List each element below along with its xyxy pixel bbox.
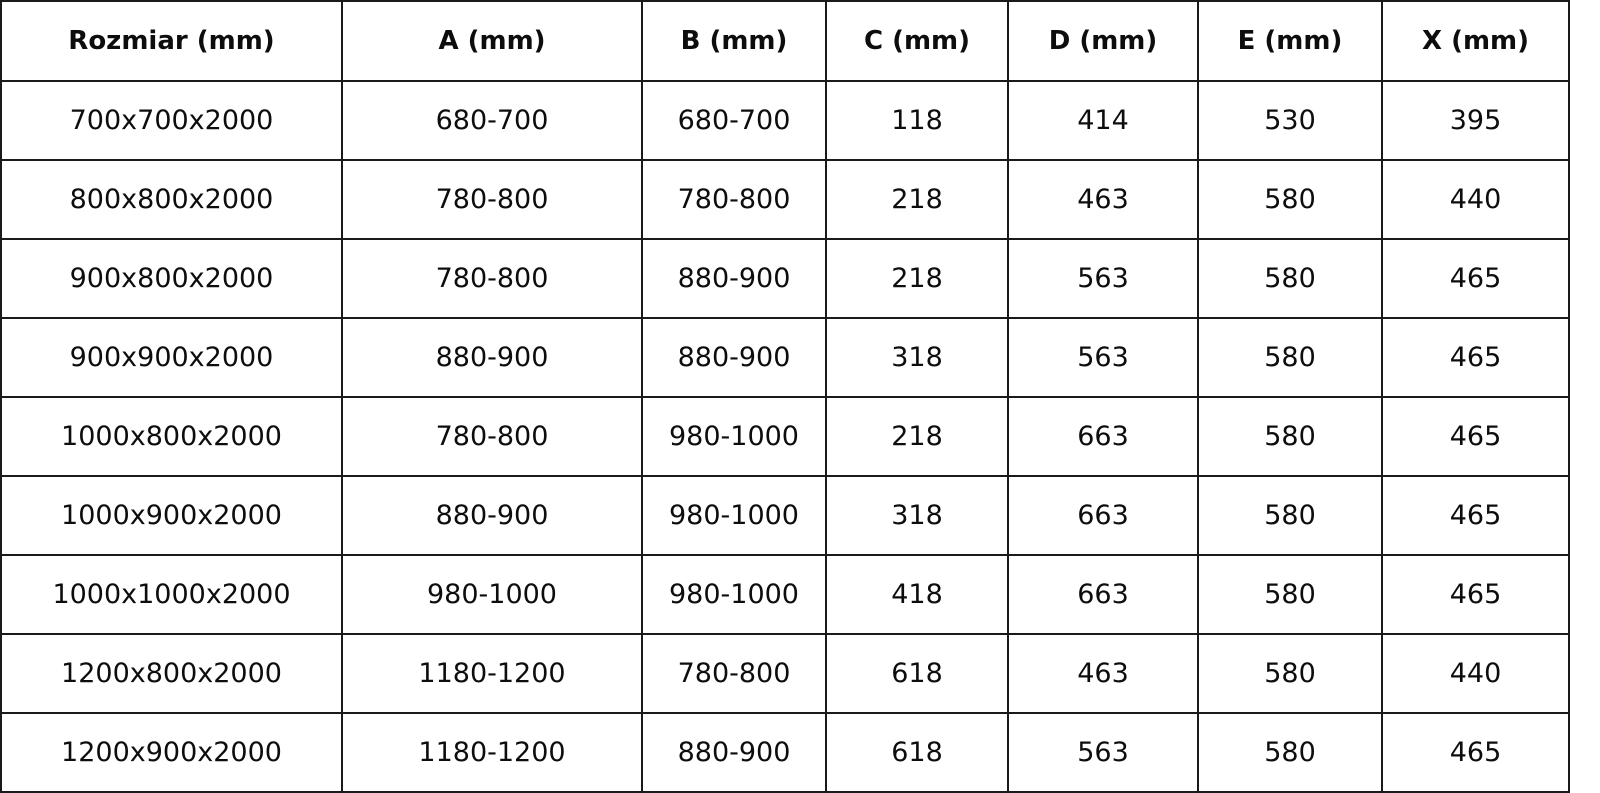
cell-e: 580 bbox=[1198, 555, 1382, 634]
column-header-c: C (mm) bbox=[826, 1, 1008, 81]
cell-a: 780-800 bbox=[342, 160, 642, 239]
column-header-e: E (mm) bbox=[1198, 1, 1382, 81]
cell-size: 900x900x2000 bbox=[1, 318, 342, 397]
cell-size: 1200x900x2000 bbox=[1, 713, 342, 792]
cell-b: 880-900 bbox=[642, 318, 826, 397]
cell-x: 440 bbox=[1382, 634, 1569, 713]
cell-a: 680-700 bbox=[342, 81, 642, 160]
cell-e: 580 bbox=[1198, 476, 1382, 555]
cell-d: 663 bbox=[1008, 476, 1198, 555]
cell-b: 880-900 bbox=[642, 713, 826, 792]
cell-a: 880-900 bbox=[342, 318, 642, 397]
cell-x: 465 bbox=[1382, 713, 1569, 792]
table-header bbox=[1, 1, 1569, 81]
cell-x: 465 bbox=[1382, 397, 1569, 476]
cell-d: 563 bbox=[1008, 239, 1198, 318]
cell-e: 580 bbox=[1198, 713, 1382, 792]
cell-c: 318 bbox=[826, 318, 1008, 397]
cell-c: 618 bbox=[826, 713, 1008, 792]
table-row bbox=[1, 555, 1569, 634]
table-row bbox=[1, 160, 1569, 239]
cell-x: 465 bbox=[1382, 318, 1569, 397]
cell-e: 580 bbox=[1198, 160, 1382, 239]
cell-d: 663 bbox=[1008, 555, 1198, 634]
cell-size: 1000x900x2000 bbox=[1, 476, 342, 555]
cell-size: 800x800x2000 bbox=[1, 160, 342, 239]
table-row bbox=[1, 476, 1569, 555]
cell-size: 1000x1000x2000 bbox=[1, 555, 342, 634]
column-header-a: A (mm) bbox=[342, 1, 642, 81]
cell-b: 780-800 bbox=[642, 634, 826, 713]
cell-e: 530 bbox=[1198, 81, 1382, 160]
cell-a: 1180-1200 bbox=[342, 634, 642, 713]
column-header-size: Rozmiar (mm) bbox=[1, 1, 342, 81]
cell-a: 880-900 bbox=[342, 476, 642, 555]
cell-size: 1200x800x2000 bbox=[1, 634, 342, 713]
cell-a: 1180-1200 bbox=[342, 713, 642, 792]
cell-e: 580 bbox=[1198, 239, 1382, 318]
table-header-row bbox=[1, 1, 1569, 81]
cell-d: 663 bbox=[1008, 397, 1198, 476]
cell-c: 218 bbox=[826, 160, 1008, 239]
cell-d: 563 bbox=[1008, 713, 1198, 792]
column-header-x: X (mm) bbox=[1382, 1, 1569, 81]
cell-c: 618 bbox=[826, 634, 1008, 713]
cell-b: 680-700 bbox=[642, 81, 826, 160]
cell-x: 395 bbox=[1382, 81, 1569, 160]
cell-e: 580 bbox=[1198, 634, 1382, 713]
cell-d: 463 bbox=[1008, 634, 1198, 713]
cell-x: 440 bbox=[1382, 160, 1569, 239]
cell-x: 465 bbox=[1382, 239, 1569, 318]
cell-size: 900x800x2000 bbox=[1, 239, 342, 318]
table-row bbox=[1, 81, 1569, 160]
cell-b: 980-1000 bbox=[642, 555, 826, 634]
cell-b: 880-900 bbox=[642, 239, 826, 318]
cell-e: 580 bbox=[1198, 397, 1382, 476]
cell-c: 318 bbox=[826, 476, 1008, 555]
cell-c: 418 bbox=[826, 555, 1008, 634]
table-row bbox=[1, 397, 1569, 476]
cell-e: 580 bbox=[1198, 318, 1382, 397]
cell-b: 780-800 bbox=[642, 160, 826, 239]
cell-b: 980-1000 bbox=[642, 397, 826, 476]
table-row bbox=[1, 634, 1569, 713]
cell-d: 563 bbox=[1008, 318, 1198, 397]
cell-x: 465 bbox=[1382, 476, 1569, 555]
column-header-d: D (mm) bbox=[1008, 1, 1198, 81]
column-header-b: B (mm) bbox=[642, 1, 826, 81]
cell-c: 118 bbox=[826, 81, 1008, 160]
cell-c: 218 bbox=[826, 239, 1008, 318]
cell-b: 980-1000 bbox=[642, 476, 826, 555]
cell-d: 414 bbox=[1008, 81, 1198, 160]
table-row bbox=[1, 239, 1569, 318]
cell-d: 463 bbox=[1008, 160, 1198, 239]
cell-c: 218 bbox=[826, 397, 1008, 476]
cell-a: 780-800 bbox=[342, 239, 642, 318]
table-row bbox=[1, 318, 1569, 397]
table-row bbox=[1, 713, 1569, 792]
cell-x: 465 bbox=[1382, 555, 1569, 634]
cell-a: 780-800 bbox=[342, 397, 642, 476]
cell-size: 1000x800x2000 bbox=[1, 397, 342, 476]
cell-size: 700x700x2000 bbox=[1, 81, 342, 160]
table-body bbox=[1, 81, 1569, 792]
cell-a: 980-1000 bbox=[342, 555, 642, 634]
